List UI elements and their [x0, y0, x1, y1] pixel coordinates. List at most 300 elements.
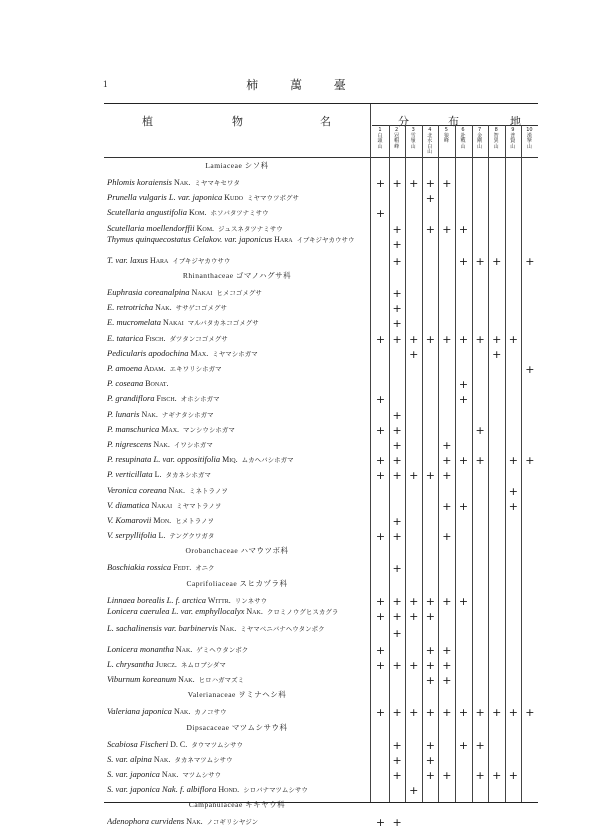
species-row [104, 177, 538, 192]
author-citation: Nak. [176, 675, 195, 685]
presence-mark: + [442, 659, 452, 672]
species-name [107, 410, 369, 420]
species-name [107, 288, 369, 298]
author-citation: Jurcz. [153, 660, 177, 669]
species-row [104, 816, 538, 831]
scientific-name: L. chrysantha [107, 660, 154, 669]
family-name: Dipsacaceae マツムシサウ科 [186, 722, 288, 732]
family-heading-row [104, 270, 538, 285]
family-name: Orobanchaceae ハマウツボ科 [185, 546, 289, 556]
species-row [104, 317, 538, 332]
japanese-name: オホシホガマ [180, 395, 220, 404]
presence-mark: + [375, 816, 386, 830]
family-heading-row [104, 722, 538, 737]
presence-mark: + [525, 454, 535, 468]
japanese-name: ゲミヘウタンボク [196, 645, 249, 654]
scientific-name: Linnaea borealis L. f. arctica [107, 595, 207, 605]
presence-mark: + [392, 769, 402, 782]
author-citation: Adam. [142, 364, 166, 373]
presence-mark: + [425, 659, 435, 672]
presence-mark: + [442, 643, 452, 657]
presence-mark: + [425, 738, 435, 752]
presence-mark: + [492, 347, 502, 361]
species-row [104, 784, 538, 799]
author-citation: Nak. [171, 707, 191, 717]
presence-mark: + [392, 816, 402, 830]
presence-mark: + [475, 706, 485, 720]
presence-mark: + [442, 454, 452, 468]
scientific-name: E. tatarica [107, 333, 144, 343]
presence-mark: + [375, 609, 386, 623]
presence-mark: + [409, 332, 419, 346]
presence-mark: + [409, 177, 419, 190]
scientific-name: V. diamatica [107, 500, 150, 510]
japanese-name: カノコサウ [194, 708, 227, 717]
species-row [104, 674, 538, 689]
presence-mark: + [375, 332, 386, 346]
species-row [104, 754, 538, 769]
scientific-name: T. var. laxus [107, 255, 148, 265]
species-row [104, 439, 538, 454]
scientific-name: V. Komarovii [107, 516, 152, 525]
presence-mark: + [409, 347, 419, 361]
species-row [104, 393, 538, 408]
author-citation: L. [156, 531, 166, 541]
author-citation: Kom. [194, 223, 215, 233]
presence-mark: + [458, 393, 469, 407]
presence-mark: + [409, 784, 419, 798]
presence-mark: + [392, 530, 402, 544]
japanese-name: ホソバタツナミサウ [210, 209, 269, 218]
author-citation: Nak. [171, 178, 191, 187]
presence-mark: + [375, 454, 386, 468]
presence-mark: + [525, 254, 535, 268]
presence-mark: + [425, 769, 435, 782]
scientific-name: Veronica coreana [107, 485, 167, 495]
family-name: Lamiaceae シソ科 [205, 161, 269, 170]
species-name [107, 740, 369, 750]
species-name [107, 224, 369, 234]
presence-mark: + [508, 499, 518, 513]
presence-mark: + [392, 515, 402, 528]
presence-mark: + [508, 769, 518, 782]
presence-mark: + [392, 423, 402, 437]
district-column-header: 1 白 頭 山 [377, 127, 383, 150]
scientific-name: Prunella vulgaris L. var. japonica [107, 193, 223, 203]
species-row [104, 302, 538, 317]
scientific-name: Adenophora curvidens [107, 817, 185, 827]
species-row [104, 409, 538, 424]
presence-mark: + [458, 254, 469, 268]
japanese-name: イブキジヤカウサウ [172, 256, 231, 265]
presence-mark: + [392, 626, 402, 640]
species-row [104, 530, 538, 545]
district-column-header: 10 漢 拏 山 [526, 127, 533, 150]
presence-mark: + [409, 609, 419, 623]
species-name [107, 624, 369, 634]
author-citation: Nakai [149, 500, 173, 510]
author-citation: Hara [147, 255, 169, 265]
plant-header-char-1: 植 [142, 115, 153, 128]
species-row [104, 424, 538, 439]
species-name [107, 531, 369, 541]
author-citation: Hara [272, 234, 293, 244]
presence-mark: + [425, 594, 435, 608]
presence-mark: + [508, 332, 518, 346]
species-row [104, 378, 538, 393]
species-name [107, 318, 369, 328]
species-name [107, 707, 369, 717]
presence-mark: + [492, 332, 502, 346]
scientific-name: V. serpyllifolia [107, 531, 157, 541]
author-citation: Nak. [159, 770, 179, 779]
presence-mark: + [475, 738, 485, 752]
presence-mark: + [392, 302, 402, 316]
district-column-header: 4 北 水 白 山 [427, 127, 433, 155]
species-row [104, 515, 538, 530]
species-name [107, 516, 369, 526]
presence-mark: + [442, 222, 452, 236]
presence-mark: + [425, 643, 435, 657]
japanese-name: ムカヘバシホガマ [241, 456, 294, 465]
japanese-name: ミヤマキセワタ [194, 179, 240, 187]
district-column-header: 6 赴 戰 山 [460, 127, 466, 150]
species-row [104, 706, 538, 721]
author-citation: Miq. [220, 455, 238, 465]
family-name: Rhinanthaceae ゴマノハグサ科 [182, 271, 292, 280]
japanese-name: マルバタカネコゴメグサ [187, 319, 259, 328]
presence-mark: + [392, 454, 402, 468]
species-row [104, 207, 538, 222]
japanese-name: ミヤマベニバナヘウタンボク [240, 624, 325, 633]
district-column-header: 7 金 剛 山 [477, 127, 483, 150]
scientific-name: P. amoena [107, 364, 143, 373]
scientific-name: Euphrasia coreanalpina [107, 288, 190, 297]
japanese-name: タウマツムシサウ [191, 740, 244, 749]
species-name [107, 364, 369, 374]
district-column-header: 2 冠 帽 峰 [394, 127, 400, 150]
presence-mark: + [375, 207, 386, 221]
scientific-name: Thymus quinquecostatus Celakov. var. japonicus [107, 234, 273, 244]
presence-mark: + [442, 594, 452, 608]
species-name [107, 379, 369, 389]
presence-mark: + [475, 423, 485, 437]
family-name: Valerianaceae ヲミナヘシ科 [187, 690, 287, 700]
japanese-name: オニク [195, 564, 215, 573]
japanese-name: マンシウシホガマ [183, 425, 235, 434]
japanese-name: クロミノウグヒスカグラ [266, 607, 339, 616]
japanese-name: テングクワガタ [169, 532, 215, 541]
japanese-name: ミヤマシホガマ [212, 349, 258, 358]
presence-mark: + [392, 237, 402, 251]
scientific-name: Pedicularis apodochina [107, 348, 189, 358]
species-name [107, 563, 369, 573]
header-bottom-rule [104, 157, 538, 158]
family-name: Caprifoliaceae スヒカヅラ科 [186, 578, 288, 588]
presence-mark: + [392, 609, 402, 623]
plant-header-char-3: 名 [320, 115, 331, 128]
plant-header-char-2: 物 [232, 115, 243, 128]
scientific-name: P. grandiflora [107, 394, 155, 404]
scientific-name: Scutellaria angustifolia [107, 208, 188, 218]
species-name [107, 645, 369, 655]
presence-mark: + [442, 706, 452, 720]
presence-mark: + [425, 192, 435, 206]
species-row [104, 348, 538, 363]
scientific-name: Scabiosa Fischeri [107, 739, 169, 749]
author-citation: Nak. [139, 409, 158, 419]
japanese-name: ササゲコゴメグサ [175, 304, 228, 313]
scientific-name: P. resupinata L. var. oppositifolia [107, 455, 221, 465]
running-head: 柿 萬 臺 [246, 78, 360, 92]
species-row [104, 500, 538, 515]
species-row [104, 234, 538, 253]
species-name [107, 501, 369, 511]
presence-mark: + [458, 594, 469, 608]
species-row [104, 659, 538, 674]
author-citation: Nak. [153, 303, 172, 313]
presence-mark: + [525, 706, 535, 720]
presence-mark: + [442, 499, 452, 513]
japanese-name: イブキジヤカウサウ [296, 235, 355, 244]
presence-mark: + [425, 469, 435, 483]
dist-header-char-2: 布 [448, 115, 459, 128]
species-row [104, 192, 538, 207]
presence-mark: + [375, 393, 386, 407]
author-citation: Max. [159, 424, 180, 434]
presence-mark: + [442, 177, 452, 190]
japanese-name: エキワリシホガマ [169, 365, 222, 373]
district-column-header: 5 狼 峰 [443, 127, 449, 144]
author-citation: Hond. [216, 785, 240, 795]
species-name [107, 770, 369, 780]
scientific-name: P. lunaris [107, 409, 140, 419]
presence-mark: + [425, 706, 435, 720]
presence-mark: + [392, 222, 402, 236]
japanese-name: ヒメトラノヲ [175, 517, 214, 525]
species-name [107, 208, 369, 218]
author-citation: Mon. [151, 516, 172, 525]
japanese-name: ノコギリシヤジン [206, 818, 259, 827]
presence-mark: + [392, 753, 402, 767]
presence-mark: + [442, 674, 452, 688]
presence-mark: + [375, 659, 386, 672]
dist-header-char-1: 分 [398, 115, 409, 128]
author-citation: Bonat. [143, 379, 169, 389]
presence-mark: + [508, 454, 518, 468]
presence-mark: + [392, 594, 402, 608]
presence-mark: + [458, 706, 469, 720]
species-row [104, 287, 538, 302]
presence-mark: + [409, 594, 419, 608]
japanese-name: タカネマツムシサウ [174, 755, 233, 764]
species-name [107, 235, 369, 245]
author-citation: Nakai [160, 318, 184, 328]
species-name [107, 349, 369, 359]
presence-mark: + [392, 287, 402, 300]
japanese-name: ミヤマトラノヲ [176, 501, 222, 510]
species-name [107, 178, 369, 188]
presence-mark: + [442, 469, 452, 483]
author-citation: Nak. [166, 485, 186, 495]
species-row [104, 454, 538, 469]
author-citation: Nak. [244, 606, 263, 616]
species-row [104, 562, 538, 577]
presence-mark: + [442, 530, 452, 544]
author-citation: Fedt. [171, 563, 192, 573]
species-name [107, 334, 369, 344]
scientific-name: P. nigrescens [107, 440, 152, 449]
scientific-name: E. mucromelata [107, 318, 161, 328]
presence-mark: + [475, 254, 485, 268]
author-citation: Fisch. [154, 394, 177, 404]
species-name [107, 394, 369, 404]
presence-mark: + [392, 738, 402, 752]
presence-mark: + [492, 769, 502, 782]
presence-mark: + [442, 769, 452, 782]
presence-mark: + [375, 530, 386, 544]
presence-mark: + [392, 254, 402, 268]
presence-mark: + [375, 706, 386, 720]
species-row [104, 469, 538, 484]
presence-mark: + [425, 177, 435, 190]
author-citation: Kudo [222, 193, 244, 203]
table-header [104, 104, 538, 157]
presence-mark: + [375, 177, 386, 190]
author-citation: Nak. [217, 623, 237, 633]
species-row [104, 623, 538, 642]
species-name [107, 440, 369, 450]
japanese-name: ナギナタシホガマ [161, 410, 214, 419]
presence-mark: + [375, 423, 386, 437]
presence-mark: + [458, 499, 469, 513]
species-row [104, 769, 538, 784]
scientific-name: S. var. japonica Nak. f. albiflora [107, 785, 217, 795]
species-name [107, 596, 369, 606]
presence-mark: + [525, 363, 535, 376]
presence-mark: + [458, 738, 469, 752]
scientific-name: Scutellaria moellendorffii [107, 223, 195, 233]
species-row [104, 606, 538, 625]
species-name [107, 785, 369, 795]
presence-mark: + [409, 659, 419, 672]
species-name [107, 256, 369, 266]
presence-mark: + [425, 222, 435, 236]
species-row [104, 255, 538, 270]
scientific-name: P. manschurica [107, 424, 160, 434]
presence-mark: + [508, 484, 518, 498]
species-name [107, 607, 369, 617]
presence-mark: + [425, 609, 435, 623]
author-citation: Max. [188, 348, 209, 358]
scientific-name: E. retrotricha [107, 303, 154, 313]
japanese-name: シロバナマツムシサウ [243, 786, 308, 795]
presence-mark: + [409, 706, 419, 720]
family-heading-row [104, 799, 538, 814]
species-name [107, 455, 369, 465]
presence-mark: + [425, 674, 435, 688]
dist-header-char-3: 地 [510, 115, 521, 128]
family-heading-row [104, 545, 538, 560]
japanese-name: ヒメコゴメグサ [216, 289, 262, 297]
family-heading-row [104, 578, 538, 593]
species-row [104, 485, 538, 500]
presence-mark: + [442, 332, 452, 346]
district-column-header: 8 智 異 山 [493, 127, 499, 150]
presence-mark: + [475, 454, 485, 468]
japanese-name: リンネサウ [234, 596, 268, 605]
scientific-name: Phlomis koraiensis [107, 178, 172, 187]
scientific-name: Lonicera caerulea L. var. emphyllocalyx [107, 606, 245, 616]
author-citation: Nakai [189, 288, 213, 297]
scientific-name: Lonicera monantha [107, 644, 174, 654]
species-name [107, 660, 369, 670]
scientific-name: S. var. alpina [107, 754, 152, 764]
species-name [107, 755, 369, 765]
district-column-header: 3 雪 嶺 山 [410, 127, 416, 150]
scientific-name: P. verticillata [107, 470, 153, 480]
japanese-name: ヒロハガマズミ [198, 676, 245, 685]
scientific-name: Viburnum koreanum [107, 675, 177, 685]
japanese-name: ネムロブシダマ [180, 661, 226, 669]
presence-mark: + [392, 317, 402, 331]
species-name [107, 486, 369, 496]
species-name [107, 817, 369, 827]
author-citation: D. C. [168, 739, 188, 749]
presence-mark: + [458, 332, 469, 346]
author-citation: Fisch. [143, 333, 166, 343]
scientific-name: P. coseana [107, 379, 144, 389]
japanese-name: ダツタンコゴメグサ [169, 334, 228, 343]
species-name [107, 193, 369, 203]
presence-mark: + [375, 594, 386, 608]
presence-mark: + [392, 659, 402, 672]
presence-mark: + [475, 332, 485, 346]
district-column-header: 9 普 賢 山 [510, 127, 516, 150]
family-heading-row [104, 689, 538, 704]
presence-mark: + [425, 753, 435, 767]
scientific-name: Valeriana japonica [107, 707, 172, 717]
distribution-table [104, 103, 538, 830]
species-row [104, 333, 538, 348]
japanese-name: マツムシサウ [182, 771, 222, 779]
japanese-name: ミネトラノヲ [189, 486, 228, 495]
author-citation: L. [152, 470, 162, 480]
author-citation: Nak. [184, 817, 203, 827]
presence-mark: + [442, 439, 452, 452]
presence-mark: + [375, 643, 386, 657]
japanese-name: ジュスネタツナミサウ [218, 224, 283, 233]
japanese-name: イワシホガマ [173, 441, 213, 449]
presence-mark: + [392, 562, 402, 576]
presence-mark: + [375, 469, 386, 483]
scientific-name: L. sachalinensis var. barbinervis [107, 623, 218, 633]
presence-mark: + [492, 254, 502, 268]
species-name [107, 470, 369, 480]
japanese-name: ミヤマウツボグサ [247, 194, 300, 203]
family-name: Campanulaceae キキヤウ科 [188, 800, 286, 810]
japanese-name: タカネシホガマ [165, 471, 212, 480]
species-name [107, 425, 369, 435]
species-name [107, 303, 369, 313]
page-number: 1 [103, 79, 108, 89]
species-row [104, 644, 538, 659]
presence-mark: + [458, 222, 469, 236]
presence-mark: + [392, 177, 402, 190]
presence-mark: + [458, 378, 469, 392]
family-heading-row [104, 160, 538, 175]
presence-mark: + [392, 408, 402, 422]
